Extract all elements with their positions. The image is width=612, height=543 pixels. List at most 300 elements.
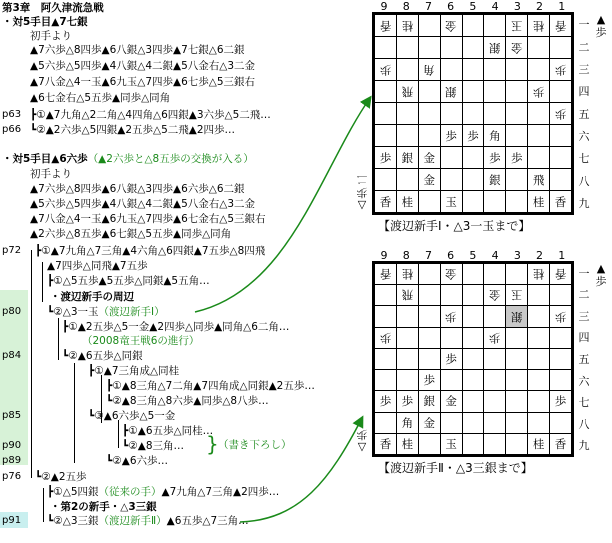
gote-piece: 金 <box>489 288 501 303</box>
sente-piece: 香 <box>554 436 567 451</box>
variation-line: ┗②▲8三角△8六歩▲同歩△8八歩… <box>106 395 269 407</box>
section1-intro: 初手より <box>30 30 72 42</box>
sente-piece: 桂 <box>401 436 414 451</box>
board-square <box>396 103 418 125</box>
board-square <box>484 103 506 125</box>
board-square <box>375 264 397 285</box>
variation-text: ①▲2五歩△5一金▲2四歩△同歩▲同角△6二角… <box>68 321 290 333</box>
section2-intro: 初手より <box>30 168 72 180</box>
variation-text: ②△3三銀 <box>53 515 99 527</box>
board-square <box>506 15 528 37</box>
gote-piece: 金 <box>510 40 523 55</box>
board-square <box>440 59 462 81</box>
gote-piece: 歩 <box>554 309 567 324</box>
board-square <box>462 285 484 306</box>
page-ref: p84 <box>2 350 22 361</box>
board-square <box>506 59 528 81</box>
gote-piece: 歩 <box>379 330 392 345</box>
board-square <box>418 37 440 59</box>
page-ref: p90 <box>2 440 22 451</box>
board-square <box>528 391 550 412</box>
variation-text: ▲6五歩△7三角… <box>166 515 249 527</box>
chapter-title: 第3章 阿久津流急戦 <box>2 2 104 14</box>
board-square <box>462 370 484 391</box>
variation-note: （2008竜王戦6の進行） <box>82 335 200 347</box>
sente-piece: 金 <box>445 394 457 409</box>
row-number: 一 <box>578 266 590 280</box>
board-square <box>528 169 550 191</box>
board-square <box>550 147 572 169</box>
board-square <box>375 306 397 327</box>
board1-caption: 【渡辺新手Ⅰ・△3一玉まで】 <box>378 219 531 233</box>
gote-piece: 桂 <box>532 18 545 33</box>
move-line: ▲6七金右△5五歩▲同歩△同角 <box>30 92 171 104</box>
board-square <box>528 348 550 369</box>
sente-piece: 金 <box>423 172 435 187</box>
board-square <box>440 147 462 169</box>
board-square <box>375 37 397 59</box>
board-square <box>440 81 462 103</box>
gote-piece: 桂 <box>401 18 414 33</box>
board-square <box>375 59 397 81</box>
variation-line: ┣①△5四銀（従来の手）▲7九角△7三角▲2四歩… <box>47 486 280 498</box>
board-square <box>375 412 397 433</box>
sente-piece: 歩 <box>445 351 457 366</box>
gote-piece: 歩 <box>554 62 567 77</box>
board-square <box>440 169 462 191</box>
row-number: 九 <box>578 439 590 453</box>
board-square <box>418 15 440 37</box>
board-square <box>462 264 484 285</box>
arrow-to-board2 <box>240 418 362 522</box>
board-square <box>440 391 462 412</box>
board-square <box>375 147 397 169</box>
board-square <box>528 81 550 103</box>
board-square <box>528 264 550 285</box>
board-square <box>440 103 462 125</box>
board-square <box>375 169 397 191</box>
variation-text: ①▲8三角△7二角▲7四角成△同銀▲2五歩… <box>112 380 315 392</box>
variation-text: ②▲6五歩△同銀 <box>68 350 143 362</box>
column-number: 8 <box>402 249 410 262</box>
sente-piece: 金 <box>423 415 435 430</box>
board-square <box>484 147 506 169</box>
gote-piece: 歩 <box>445 309 457 324</box>
board-square <box>418 81 440 103</box>
board-square <box>375 391 397 412</box>
sente-piece: 玉 <box>445 194 457 209</box>
variation-line: ┣①▲6五歩△同桂… <box>122 425 214 437</box>
variation-text: ②▲2五歩 <box>41 471 87 483</box>
move-line: ▲2六歩△8五歩▲6七銀△5五歩▲同歩△同角 <box>30 228 232 240</box>
board-square <box>440 348 462 369</box>
subsection-heading: ・渡辺新手の周辺 <box>50 291 134 303</box>
board-square <box>506 285 528 306</box>
row-number: 四 <box>578 331 590 345</box>
column-number: 9 <box>380 0 388 13</box>
board-square <box>550 348 572 369</box>
board-square <box>375 370 397 391</box>
board-square <box>550 327 572 348</box>
board-square <box>506 125 528 147</box>
board-square <box>528 191 550 213</box>
board-square <box>528 370 550 391</box>
gote-piece: 香 <box>554 18 567 33</box>
board-square <box>484 15 506 37</box>
column-number: 4 <box>491 0 499 13</box>
sente-piece: 桂 <box>532 194 545 209</box>
board-square <box>418 169 440 191</box>
gote-piece: 歩 <box>554 106 567 121</box>
board-square <box>462 37 484 59</box>
variation-line: ┗②▲8三角… <box>122 440 184 452</box>
section2-note: （▲2六歩と△8五歩の交換が入る） <box>87 153 254 165</box>
board-square <box>375 191 397 213</box>
board-square <box>484 37 506 59</box>
row-number: 八 <box>578 174 590 188</box>
variation-line: ┗②△3三銀（渡辺新手Ⅱ）▲6五歩△7三角… <box>47 515 249 527</box>
row-number: 七 <box>578 152 590 166</box>
column-number: 5 <box>469 0 477 13</box>
board-square <box>484 433 506 454</box>
column-number: 3 <box>513 249 521 262</box>
variation-text: ②△3一玉 <box>53 306 99 318</box>
board-square <box>396 37 418 59</box>
board-square <box>418 59 440 81</box>
variation-line: ┗②▲6五歩△同銀 <box>62 350 143 362</box>
board-square <box>528 103 550 125</box>
row-number: 六 <box>578 374 590 388</box>
board-square <box>440 327 462 348</box>
column-number: 9 <box>380 249 388 262</box>
board-square <box>396 125 418 147</box>
page-ref: p66 <box>2 124 22 135</box>
board-square <box>375 285 397 306</box>
hand-glyph: 歩 <box>356 428 368 441</box>
board-square <box>484 327 506 348</box>
board-square <box>396 147 418 169</box>
column-number: 7 <box>424 249 432 262</box>
board-square <box>506 191 528 213</box>
board-square <box>506 37 528 59</box>
move-line: ▲7六歩△8四歩▲6八銀△3四歩▲6六歩△6二銀 <box>30 183 245 195</box>
hand-glyph: ▽ <box>357 198 367 211</box>
board-square <box>396 391 418 412</box>
sente-piece: 玉 <box>445 436 457 451</box>
row-number: 八 <box>578 417 590 431</box>
board-square <box>506 264 528 285</box>
board-square <box>550 59 572 81</box>
board-square <box>528 125 550 147</box>
sente-piece: 桂 <box>532 436 545 451</box>
gote-piece: 飛 <box>401 84 414 99</box>
board-square <box>462 81 484 103</box>
variation-line: ▲7四歩△同飛▲7五歩 <box>47 260 148 272</box>
board-square <box>462 15 484 37</box>
row-number: 七 <box>578 396 590 410</box>
board-square <box>418 391 440 412</box>
section1-heading: ・対5手目▲7七銀 <box>2 16 88 28</box>
board-square <box>506 169 528 191</box>
column-number: 3 <box>513 0 521 13</box>
sente-piece: 香 <box>554 194 567 209</box>
gote-piece: 金 <box>445 267 457 282</box>
board-square <box>550 433 572 454</box>
brace: } <box>206 432 219 456</box>
board-square <box>418 103 440 125</box>
subsection-heading: ・第2の新手・△3三銀 <box>50 501 157 513</box>
board-square <box>396 285 418 306</box>
move-line: ▲5六歩△5四歩▲4八銀△4二銀▲5八金右△3二金 <box>30 60 256 72</box>
sente-piece: 歩 <box>489 150 501 165</box>
board-square <box>396 169 418 191</box>
board-square <box>484 191 506 213</box>
sente-piece: 香 <box>379 194 392 209</box>
row-number: 四 <box>578 85 590 99</box>
column-number: 6 <box>447 0 455 13</box>
board-square <box>396 15 418 37</box>
page-ref: p72 <box>2 245 22 256</box>
board-square <box>528 15 550 37</box>
page-ref: p76 <box>2 471 22 482</box>
gote-piece: 歩 <box>379 62 392 77</box>
hand-glyph: ▽ <box>357 440 367 453</box>
sente-piece: 角 <box>401 415 414 430</box>
kakioroshi-note: （書き下ろし） <box>218 439 292 451</box>
board-square <box>484 81 506 103</box>
variation-text: ①▲7三角成△同桂 <box>94 365 180 377</box>
sente-piece: 銀 <box>489 172 501 187</box>
board-square <box>462 306 484 327</box>
board-square <box>528 327 550 348</box>
variation-text: ①△5四銀 <box>53 486 99 498</box>
board-square <box>484 59 506 81</box>
variation-note: （従来の手） <box>98 486 162 498</box>
variation-line: ┣①▲7九角△7三角▲4六角△6四銀▲7五歩△8四飛 <box>35 245 266 257</box>
board-square <box>418 191 440 213</box>
row-number: 一 <box>578 18 590 32</box>
board-square <box>550 15 572 37</box>
variation-text: ②▲8三角△8六歩▲同歩△8八歩… <box>112 395 269 407</box>
board-square <box>528 412 550 433</box>
board-square <box>462 348 484 369</box>
column-number: 5 <box>469 249 477 262</box>
board-square <box>396 412 418 433</box>
sente-piece: 歩 <box>445 128 457 143</box>
column-number: 6 <box>447 249 455 262</box>
gote-piece: 香 <box>379 18 392 33</box>
gote-piece: 香 <box>554 267 567 282</box>
board-square <box>396 433 418 454</box>
board-square <box>462 191 484 213</box>
move-line: ▲5六歩△5四歩▲4八銀△4二銀▲5八金右△3二金 <box>30 198 256 210</box>
board-square <box>462 59 484 81</box>
board-square <box>418 147 440 169</box>
board-square <box>375 81 397 103</box>
board-square <box>440 15 462 37</box>
variation-line: ┣①▲8三角△7二角▲7四角成△同銀▲2五歩… <box>106 380 315 392</box>
hand-glyph: 歩 <box>356 186 368 199</box>
move-line: ▲7六歩△8四歩▲6八銀△3四歩▲7七銀△6二銀 <box>30 44 245 56</box>
board-square <box>506 433 528 454</box>
section2-heading: ・対5手目▲6六歩 <box>2 153 88 165</box>
move-line: ▲7八金△4一玉▲6九玉△7四歩▲6七金右△5三銀右 <box>30 213 266 225</box>
board-square <box>550 103 572 125</box>
row-number: 五 <box>578 107 590 121</box>
board-square <box>396 264 418 285</box>
variation-text: ①▲7九角△7三角▲4六角△6四銀▲7五歩△8四飛 <box>41 245 266 257</box>
board-square <box>550 37 572 59</box>
board-square <box>375 125 397 147</box>
board-square <box>396 59 418 81</box>
board-square <box>396 191 418 213</box>
board-square <box>418 412 440 433</box>
variation-text: ▲7九角△7三角▲2四歩… <box>161 486 280 498</box>
board-square <box>528 306 550 327</box>
board-square <box>484 370 506 391</box>
page-ref: p80 <box>2 306 22 317</box>
board-square <box>550 191 572 213</box>
gote-piece: 香 <box>379 267 392 282</box>
board-square <box>550 370 572 391</box>
row-number: 三 <box>578 62 590 76</box>
board-square <box>418 264 440 285</box>
board-square <box>462 147 484 169</box>
board-square <box>506 348 528 369</box>
arrow-to-board1 <box>195 98 370 312</box>
board-square <box>506 103 528 125</box>
board1 <box>372 12 574 215</box>
sente-piece: 金 <box>423 150 435 165</box>
row-number: 九 <box>578 196 590 210</box>
board-square <box>550 125 572 147</box>
board-square <box>550 169 572 191</box>
board2-caption: 【渡辺新手Ⅱ・△3三銀まで】 <box>378 461 533 475</box>
board-square <box>506 391 528 412</box>
page-ref: p85 <box>2 410 22 421</box>
sente-piece: 桂 <box>401 194 414 209</box>
column-number: 7 <box>424 0 432 13</box>
row-number: 六 <box>578 129 590 143</box>
board-square <box>418 348 440 369</box>
board-square <box>506 306 528 327</box>
variation-line: ┗②▲6六歩… <box>106 455 168 467</box>
gote-piece: 飛 <box>401 288 414 303</box>
board-square <box>440 125 462 147</box>
page-ref: p91 <box>2 515 22 526</box>
board-square <box>528 147 550 169</box>
hand-glyph: ▲ <box>596 13 606 26</box>
variation-line: ┗②▲2六歩△5四銀▲2五歩△5二飛▲2四歩… <box>30 124 236 136</box>
sente-piece: 香 <box>379 436 392 451</box>
board-square <box>440 412 462 433</box>
board-square <box>462 391 484 412</box>
board-square <box>462 433 484 454</box>
page-ref: p63 <box>2 109 22 120</box>
sente-piece: 歩 <box>467 128 479 143</box>
board-square <box>440 285 462 306</box>
board-square <box>462 327 484 348</box>
variation-text: ①△5五歩▲5五歩△同銀▲5五角… <box>53 275 210 287</box>
gote-piece: 角 <box>423 62 435 77</box>
gote-piece: 玉 <box>510 18 523 33</box>
variation-line: ┣①△5五歩▲5五歩△同銀▲5五角… <box>47 275 210 287</box>
board-square <box>484 348 506 369</box>
board-square <box>506 147 528 169</box>
board-square <box>440 370 462 391</box>
board-square <box>440 37 462 59</box>
board-square <box>418 370 440 391</box>
gote-piece: 桂 <box>401 267 414 282</box>
column-number: 8 <box>402 0 410 13</box>
board-square <box>484 169 506 191</box>
variation-line: ┗②△3一玉（渡辺新手Ⅰ） <box>47 306 165 318</box>
board-square <box>528 37 550 59</box>
board-square <box>484 264 506 285</box>
sente-piece: 銀 <box>401 150 414 165</box>
board-square <box>396 306 418 327</box>
gote-piece: 銀 <box>445 84 457 99</box>
variation-note: （渡辺新手Ⅰ） <box>98 306 165 318</box>
row-number: 三 <box>578 309 590 323</box>
row-number: 五 <box>578 353 590 366</box>
board-square <box>550 412 572 433</box>
column-number: 4 <box>491 249 499 262</box>
column-number: 1 <box>558 249 566 262</box>
sente-piece: 銀 <box>423 394 435 409</box>
hand-glyph: 歩 <box>595 275 607 288</box>
board-square <box>462 169 484 191</box>
sente-piece: 歩 <box>554 394 567 409</box>
board-square <box>440 306 462 327</box>
board-square <box>375 348 397 369</box>
column-number: 1 <box>558 0 566 13</box>
board-square <box>375 15 397 37</box>
board-square <box>528 285 550 306</box>
hand-glyph: 歩 <box>595 26 607 39</box>
gote-piece: 歩 <box>532 84 545 99</box>
board-square <box>396 81 418 103</box>
variation-text: ②▲8三角… <box>128 440 184 452</box>
board-square <box>396 327 418 348</box>
board-square <box>484 285 506 306</box>
sente-piece: 歩 <box>510 150 523 165</box>
board-square <box>550 81 572 103</box>
board-square <box>418 327 440 348</box>
variation-line: ┗③▲6六歩△5一金 <box>88 410 176 422</box>
sente-piece: 歩 <box>379 150 392 165</box>
board-square <box>550 285 572 306</box>
board-square <box>528 433 550 454</box>
board-square <box>440 264 462 285</box>
sente-piece: 角 <box>489 128 501 143</box>
board-square <box>375 327 397 348</box>
variation-line: ┣①▲7九角△2二角△4四角△6四銀▲3六歩△5二飛… <box>30 109 271 121</box>
column-number: 2 <box>536 249 544 262</box>
gote-piece: 歩 <box>489 330 501 345</box>
page-ref: p89 <box>2 455 22 466</box>
board-square <box>440 433 462 454</box>
board-square <box>506 81 528 103</box>
board-square <box>550 306 572 327</box>
board-square <box>484 306 506 327</box>
board-square <box>550 391 572 412</box>
variation-text: ③▲6六歩△5一金 <box>94 410 176 422</box>
board-square <box>484 391 506 412</box>
variation-line: ┣①▲7三角成△同桂 <box>88 365 180 377</box>
gote-piece: 桂 <box>532 267 545 282</box>
board-square <box>418 306 440 327</box>
